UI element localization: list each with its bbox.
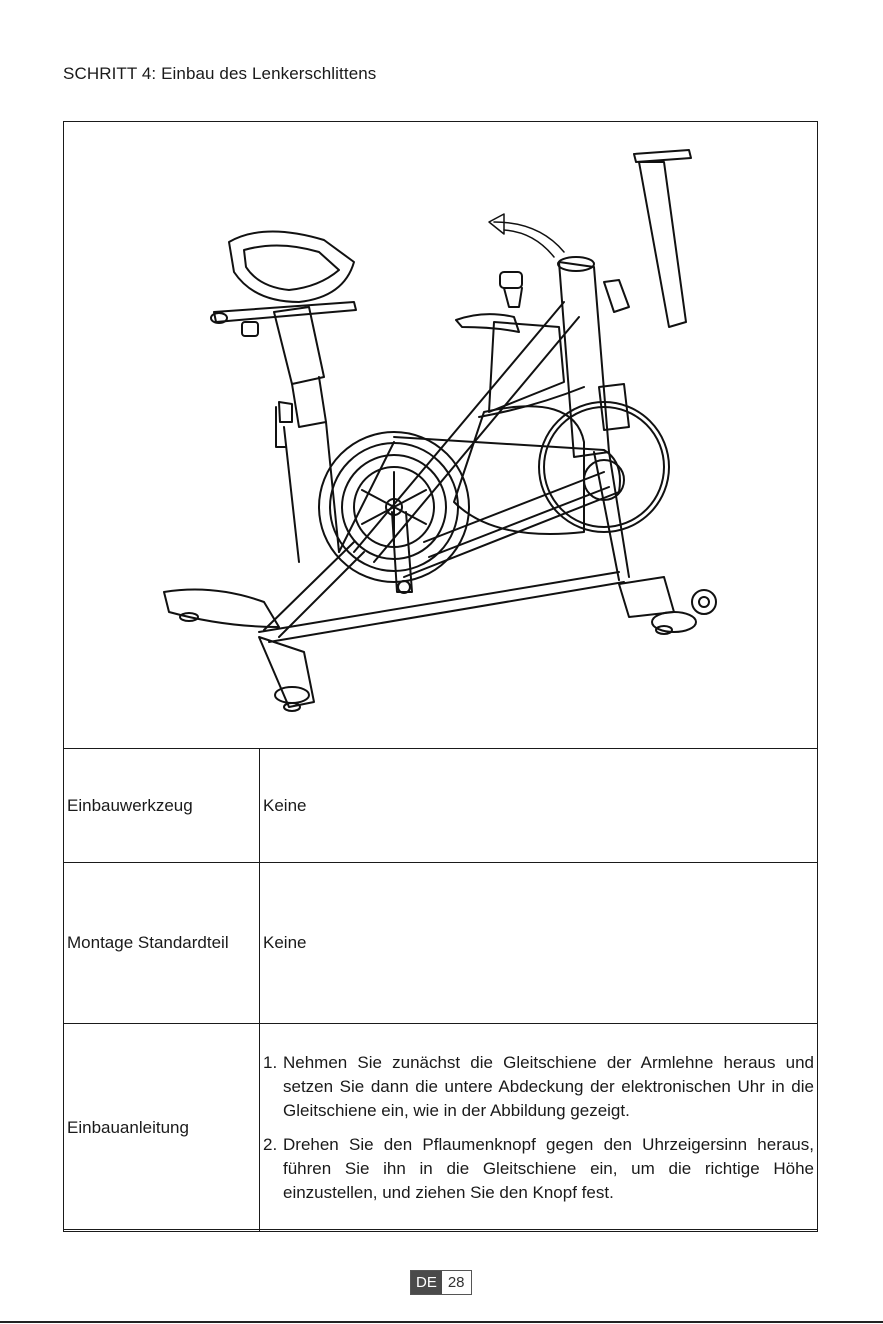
table-row: [64, 1024, 818, 1232]
instructions-cell: [260, 1024, 818, 1232]
instructions-label: Einbauanleitung: [64, 1024, 260, 1232]
page-title: SCHRITT 4: Einbau des Lenkerschlittens: [63, 64, 377, 83]
specs-table: [63, 748, 818, 1232]
page-number: 28: [442, 1271, 471, 1294]
standard-parts-label: Montage Standardteil: [64, 863, 260, 1024]
list-item: [263, 1051, 814, 1123]
table-row: [64, 749, 818, 863]
table-row: [64, 863, 818, 1024]
step-text: Nehmen Sie zunächst die Gleitschiene der Armlehne heraus und setzen Sie dann die untere Abdeckung der elektronischen Uhr in die Gleitschiene ein, wie in der Abbildung gezeigt.: [283, 1052, 814, 1120]
bottom-rule: [0, 1321, 883, 1323]
list-item: [263, 1133, 814, 1205]
page-number-badge: [410, 1270, 472, 1295]
step-text: Drehen Sie den Pflaumenknopf gegen den Uhrzeigersinn heraus, führen Sie ihn in die Gleitschiene ein, um die richtige Höhe einzustellen, und ziehen Sie den Knopf fest.: [283, 1134, 814, 1202]
exercise-bike-illustration: [64, 122, 817, 748]
tools-value: Keine: [260, 749, 818, 863]
step-number: 1.: [263, 1052, 278, 1072]
step-number: 2.: [263, 1134, 278, 1154]
step-frame: [63, 121, 818, 1230]
language-code: DE: [411, 1271, 442, 1294]
tools-label: Einbauwerkzeug: [64, 749, 260, 863]
instruction-steps: [263, 1051, 814, 1205]
standard-parts-value: Keine: [260, 863, 818, 1024]
